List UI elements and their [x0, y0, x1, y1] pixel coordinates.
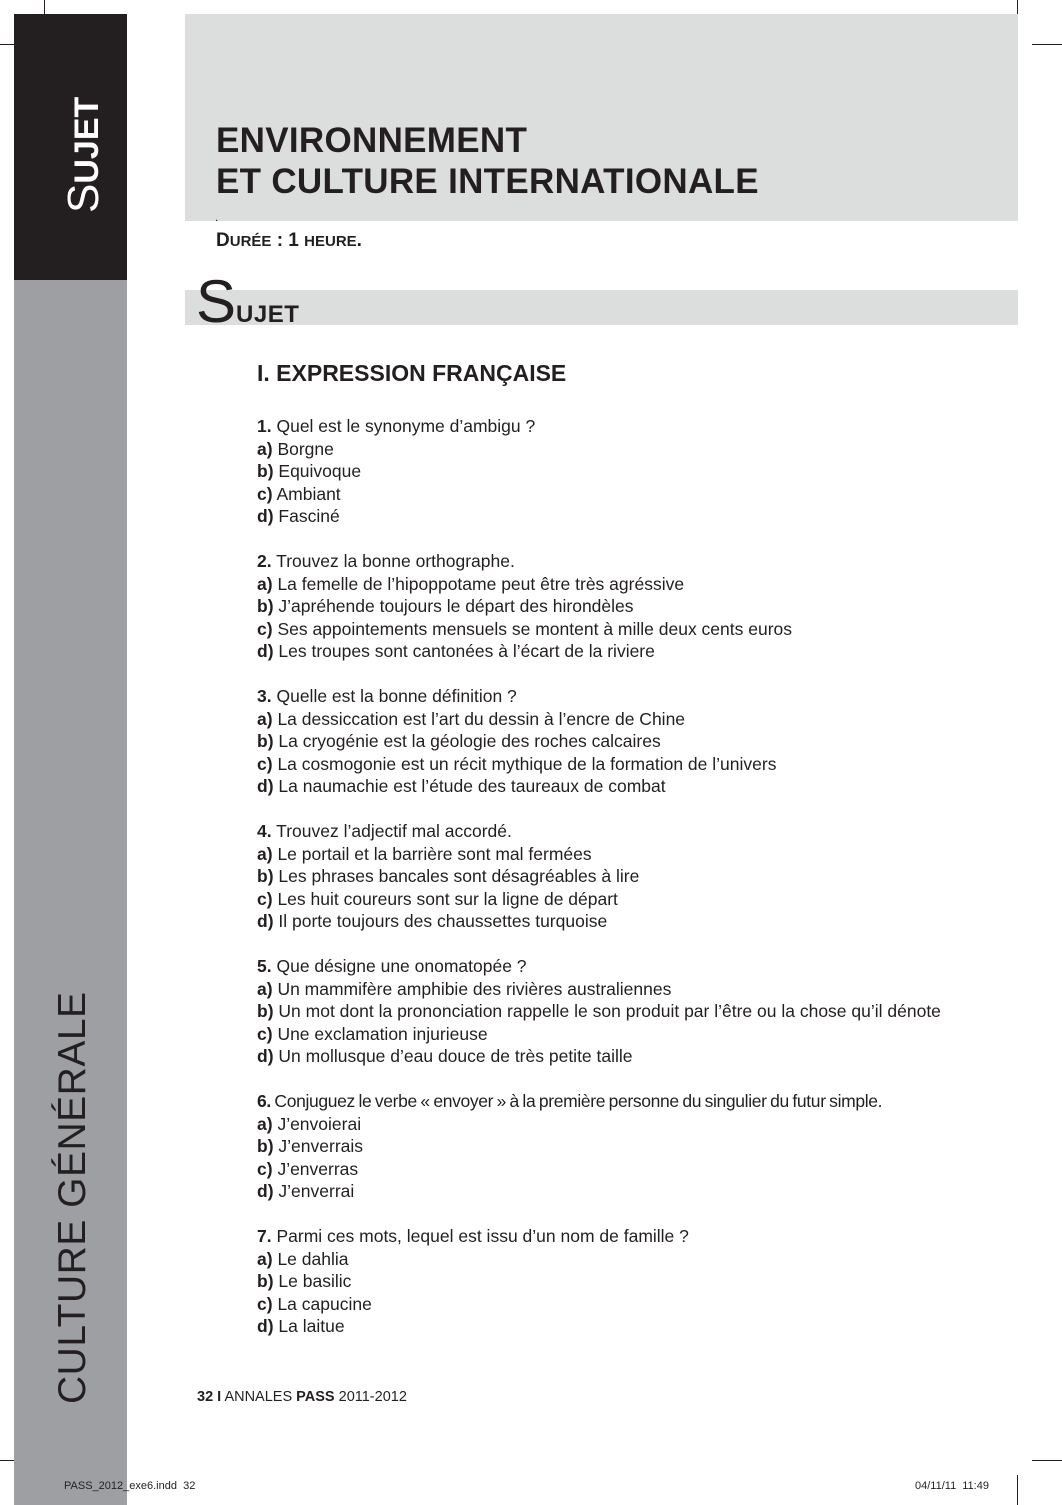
question-text: 3. Quelle est la bonne définition ?	[257, 686, 517, 706]
page-title	[216, 120, 759, 202]
answer-option: d) Il porte toujours des chaussettes turquoise	[257, 911, 608, 931]
footer-years: 2011-2012	[338, 1389, 407, 1405]
answer-option: c) Ambiant	[257, 483, 341, 504]
crop-mark	[1017, 1475, 1018, 1505]
answer-option: c) Ses appointements mensuels se montent à mille deux cents euros	[257, 618, 793, 639]
question	[257, 1225, 957, 1338]
answer-option: d) La laitue	[257, 1316, 345, 1336]
question-text: 6. Conjuguez le verbe « envoyer » à la première personne du singulier du futur simple.	[257, 1091, 883, 1111]
slug-timestamp: 04/11/11 11:49	[915, 1480, 989, 1492]
answer-option: d) J’enverrai	[257, 1181, 355, 1201]
answer-option: a) J’envoierai	[257, 1113, 362, 1134]
answer-option: a) Le portail et la barrière sont mal fermées	[257, 843, 592, 864]
question-text: 7. Parmi ces mots, lequel est issu d’un nom de famille ?	[257, 1226, 689, 1246]
sidebar-sujet-label: SUJET	[59, 96, 108, 213]
page-footer	[197, 1388, 407, 1406]
answer-option: d) La naumachie est l’étude des taureaux de combat	[257, 776, 666, 796]
answer-option: a) La dessiccation est l’art du dessin à l’encre de Chine	[257, 708, 686, 729]
answer-option: b) Un mot dont la prononciation rappelle le son produit par l’être ou la chose qu’il dénote	[257, 1001, 941, 1021]
question-text: 1. Quel est le synonyme d’ambigu ?	[257, 416, 536, 436]
answer-option: b) J’enverrais	[257, 1136, 364, 1156]
question-text: 2. Trouvez la bonne orthographe.	[257, 551, 515, 571]
answer-option: b) Le basilic	[257, 1271, 352, 1291]
crop-mark	[1032, 1460, 1062, 1461]
answer-option: c) J’enverras	[257, 1158, 359, 1179]
answer-option: a) La femelle de l’hipoppotame peut être très agréssive	[257, 573, 685, 594]
question	[257, 1090, 957, 1203]
question	[257, 415, 957, 528]
footer-annales: ANNALES	[224, 1389, 293, 1405]
questions-list	[257, 415, 957, 1360]
answer-option: c) Les huit coureurs sont sur la ligne de départ	[257, 888, 618, 909]
sujet-band	[185, 290, 1018, 325]
answer-option: c) La cosmogonie est un récit mythique de la formation de l’univers	[257, 753, 777, 774]
question-text: 5. Que désigne une onomatopée ?	[257, 956, 527, 976]
question	[257, 820, 957, 933]
answer-option: a) Un mammifère amphibie des rivières australiennes	[257, 978, 672, 999]
question-text: 4. Trouvez l’adjectif mal accordé.	[257, 821, 512, 841]
answer-option: d) Les troupes sont cantonées à l’écart de la riviere	[257, 641, 655, 661]
answer-option: a) Le dahlia	[257, 1248, 349, 1269]
answer-option: b) Les phrases bancales sont désagréables à lire	[257, 866, 640, 886]
answer-option: b) Equivoque	[257, 461, 362, 481]
slug-file: PASS_2012_exe6.indd 32	[64, 1480, 196, 1492]
answer-option: c) La capucine	[257, 1293, 372, 1314]
answer-option: c) Une exclamation injurieuse	[257, 1023, 488, 1044]
title-line-2: ET CULTURE INTERNATIONALE	[216, 162, 759, 201]
title-line-1: ENVIRONNEMENT	[216, 121, 528, 160]
question	[257, 550, 957, 663]
answer-option: d) Fasciné	[257, 506, 340, 526]
footer-separator: I	[217, 1389, 222, 1405]
footer-brand: PASS	[296, 1389, 335, 1405]
page-number: 32	[197, 1389, 214, 1405]
answer-option: d) Un mollusque d’eau douce de très petite taille	[257, 1046, 633, 1066]
duration: DURÉE : 1 HEURE.	[216, 230, 362, 251]
answer-option: b) J’apréhende toujours le départ des hirondèles	[257, 596, 634, 616]
answer-option: b) La cryogénie est la géologie des roches calcaires	[257, 731, 661, 751]
answer-option: a) Borgne	[257, 438, 334, 459]
question	[257, 955, 957, 1068]
section-title: I. EXPRESSION FRANÇAISE	[257, 360, 567, 386]
crop-mark	[1032, 44, 1062, 45]
sujet-heading: SUJET	[196, 268, 300, 335]
sidebar-subject-label: CULTURE GÉNÉRALE	[51, 991, 94, 1404]
question	[257, 685, 957, 798]
title-marker: .	[215, 210, 219, 224]
